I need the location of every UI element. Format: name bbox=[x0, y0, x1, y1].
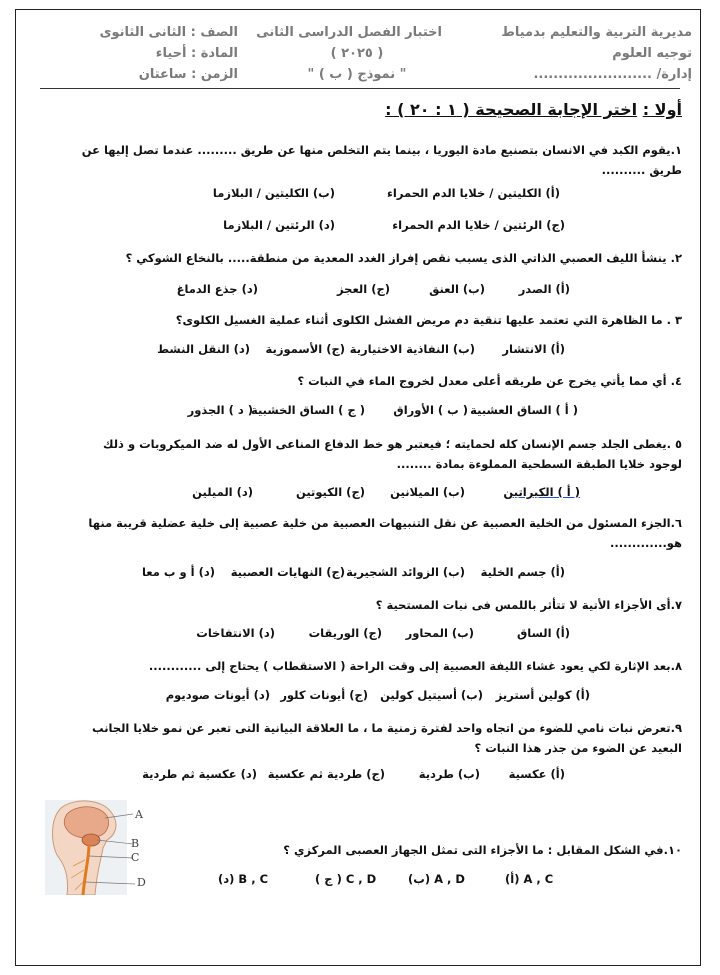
section-title-text: اختر الإجابة الصحيحة ( ١ : ٢٠ ) : bbox=[385, 100, 638, 119]
q9-option-d[interactable]: (د) عكسية ثم طردية bbox=[142, 767, 257, 781]
q1-option-a[interactable]: (أ) الكليتين / خلايا الدم الحمراء bbox=[387, 186, 560, 200]
question-9: ٩.تعرض نبات نامي للضوء من اتجاه واحد لفترة زمنية ما ، ما العلاقة البيانية التى تعبر عن نمو خلايا الجانب البعيد عن الضوء من جذر هذا النبات ؟ bbox=[92, 721, 682, 755]
q7-option-b[interactable]: (ب) المحاور bbox=[405, 626, 474, 640]
q2-option-d[interactable]: (د) جذع الدماغ bbox=[176, 282, 258, 296]
q10-option-b[interactable]: (ب) A , D bbox=[408, 872, 465, 886]
q8-option-b[interactable]: (ب) أسيتيل كولين bbox=[380, 688, 483, 702]
question-10: ١٠.في الشكل المقابل : ما الأجزاء التى تمثل الجهاز العصبى المركزي ؟ bbox=[283, 843, 682, 857]
q5-option-b[interactable]: (ب) الميلانين bbox=[390, 485, 465, 499]
question-6: ٦.الجزء المسئول من الخلية العصبية عن نقل التنبيهات العصبية من خلية عصبية إلى خلية عضلية قريبة منها هو............. bbox=[88, 516, 682, 550]
question-3: ٣ . ما الظاهرة التي تعتمد عليها تنقية دم مريض الفشل الكلوى أثناء عملية الغسيل الكلوى؟ bbox=[175, 313, 682, 327]
q3-option-c[interactable]: (ج) الأسموزية bbox=[265, 342, 345, 356]
q2-option-b[interactable]: (ب) العنق bbox=[429, 282, 485, 296]
header-divider bbox=[40, 88, 680, 89]
header-exam-info bbox=[256, 22, 442, 85]
q6-option-c[interactable]: (ج) النهايات العصبية bbox=[230, 565, 345, 579]
q10-option-a[interactable]: (أ) A , C bbox=[505, 872, 554, 886]
figure-label-d: D bbox=[137, 876, 146, 889]
header-right-line-2: توجيه العلوم bbox=[612, 46, 692, 61]
question-8-options bbox=[0, 688, 720, 708]
q5-option-c[interactable]: (ج) الكيوتين bbox=[295, 485, 365, 499]
q6-option-a[interactable]: (أ) جسم الخلية bbox=[480, 565, 565, 579]
question-5-options bbox=[0, 485, 720, 505]
q5-option-a[interactable]: ( أ ) الكيراتين bbox=[503, 485, 580, 499]
q4-option-b[interactable]: ( ب ) الأوراق bbox=[393, 403, 468, 417]
section-title bbox=[385, 100, 682, 119]
question-2: ٢. ينشأ الليف العصبي الذاتي الذى يسبب نقص إفراز الغدد المعدية من منطقة..... بالنخاع الشوكي ؟ bbox=[125, 251, 682, 265]
question-1: ١.يقوم الكبد في الانسان بتصنيع مادة اليوريا ، بينما يتم التخلص منها عن طريق ......... عندما تصل إليها عن طريق .......... bbox=[81, 143, 682, 177]
q5-option-d[interactable]: (د) الميلين bbox=[192, 485, 253, 499]
q3-option-d[interactable]: (د) النقل النشط bbox=[157, 342, 250, 356]
question-1-options bbox=[0, 186, 720, 206]
figure-label-c: C bbox=[131, 851, 140, 864]
question-6-options bbox=[0, 565, 720, 585]
header-left-line-2: المادة : أحياء bbox=[155, 46, 238, 61]
q4-option-d[interactable]: ( د ) الجذور bbox=[187, 403, 253, 417]
q10-option-d[interactable]: (د) B , C bbox=[218, 872, 269, 886]
q2-option-a[interactable]: (أ) الصدر bbox=[518, 282, 570, 296]
q8-option-d[interactable]: (د) أيونات صوديوم bbox=[165, 688, 270, 702]
header-class-info bbox=[99, 22, 238, 85]
question-2-options bbox=[0, 282, 720, 302]
q7-option-c[interactable]: (ج) الوريقات bbox=[308, 626, 382, 640]
header-middle-line-3: " نموذج ( ب ) " bbox=[307, 67, 407, 82]
q1-option-c[interactable]: (ج) الرئتين / خلايا الدم الحمراء bbox=[392, 218, 565, 232]
question-4: ٤. أي مما يأتي يخرج عن طريقه أعلى معدل لخروج الماء في النبات ؟ bbox=[297, 374, 682, 388]
question-9-options bbox=[0, 767, 720, 787]
question-7-options bbox=[0, 626, 720, 646]
header-middle-line-2: ( ٢٠٢٥ ) bbox=[330, 46, 384, 61]
header-right-line-1: مديرية التربية والتعليم بدمياط bbox=[501, 25, 692, 40]
q4-option-a[interactable]: ( أ ) الساق العشبية bbox=[470, 403, 578, 417]
figure-label-a: A bbox=[135, 808, 143, 821]
q4-option-c[interactable]: ( ج ) الساق الخشبية bbox=[251, 403, 365, 417]
q8-option-c[interactable]: (ج) أيونات كلور bbox=[280, 688, 368, 702]
header-directorate bbox=[501, 22, 692, 85]
question-7: ٧.أى الأجزاء الأتية لا تتأثر باللمس فى نبات المستحية ؟ bbox=[375, 598, 682, 612]
q3-option-a[interactable]: (أ) الانتشار bbox=[502, 342, 565, 356]
section-title-prefix: أولا : bbox=[642, 100, 682, 119]
question-3-options bbox=[0, 342, 720, 362]
q10-option-c[interactable]: ( ج ) C , D bbox=[315, 872, 377, 886]
q1-option-b[interactable]: (ب) الكليتين / البلازما bbox=[212, 186, 335, 200]
q9-option-c[interactable]: (ج) طردية ثم عكسية bbox=[267, 767, 385, 781]
q9-option-a[interactable]: (أ) عكسية bbox=[508, 767, 565, 781]
question-8: ٨.بعد الإثارة لكي يعود غشاء الليفة العصبية إلى وقت الراحة ( الاستقطاب ) يحتاج إلى ............ bbox=[148, 659, 682, 673]
q9-option-b[interactable]: (ب) طردية bbox=[418, 767, 480, 781]
header-left-line-3: الزمن : ساعتان bbox=[138, 67, 238, 82]
q1-option-d[interactable]: (د) الرئتين / البلازما bbox=[223, 218, 335, 232]
q7-option-d[interactable]: (د) الانتفاخات bbox=[196, 626, 275, 640]
question-5: ٥ .يغطى الجلد جسم الإنسان كله لحمايته ؛ فيعتبر هو خط الدفاع المناعى الأول له ضد الميكروبات و ذلك لوجود خلايا الطبقة السطحية المملوءة بمادة ........ bbox=[103, 437, 682, 471]
header-middle-line-1: اختبار الفصل الدراسى الثانى bbox=[256, 25, 442, 40]
q8-option-a[interactable]: (أ) كولين أستريز bbox=[495, 688, 590, 702]
q7-option-a[interactable]: (أ) الساق bbox=[516, 626, 570, 640]
figure-label-b: B bbox=[131, 837, 140, 850]
q3-option-b[interactable]: (ب) النفاذية الاختيارية bbox=[349, 342, 475, 356]
nervous-system-figure bbox=[45, 800, 155, 895]
q2-option-c[interactable]: (ج) العجز bbox=[337, 282, 390, 296]
header-right-line-3: إدارة/ ........................ bbox=[533, 67, 692, 82]
question-1-options-row-2 bbox=[0, 218, 720, 238]
question-4-options bbox=[0, 403, 720, 423]
header-left-line-1: الصف : الثانى الثانوى bbox=[99, 25, 238, 40]
q6-option-b[interactable]: (ب) الزوائد الشجيرية bbox=[346, 565, 465, 579]
q6-option-d[interactable]: (د) أ و ب معا bbox=[141, 565, 215, 579]
